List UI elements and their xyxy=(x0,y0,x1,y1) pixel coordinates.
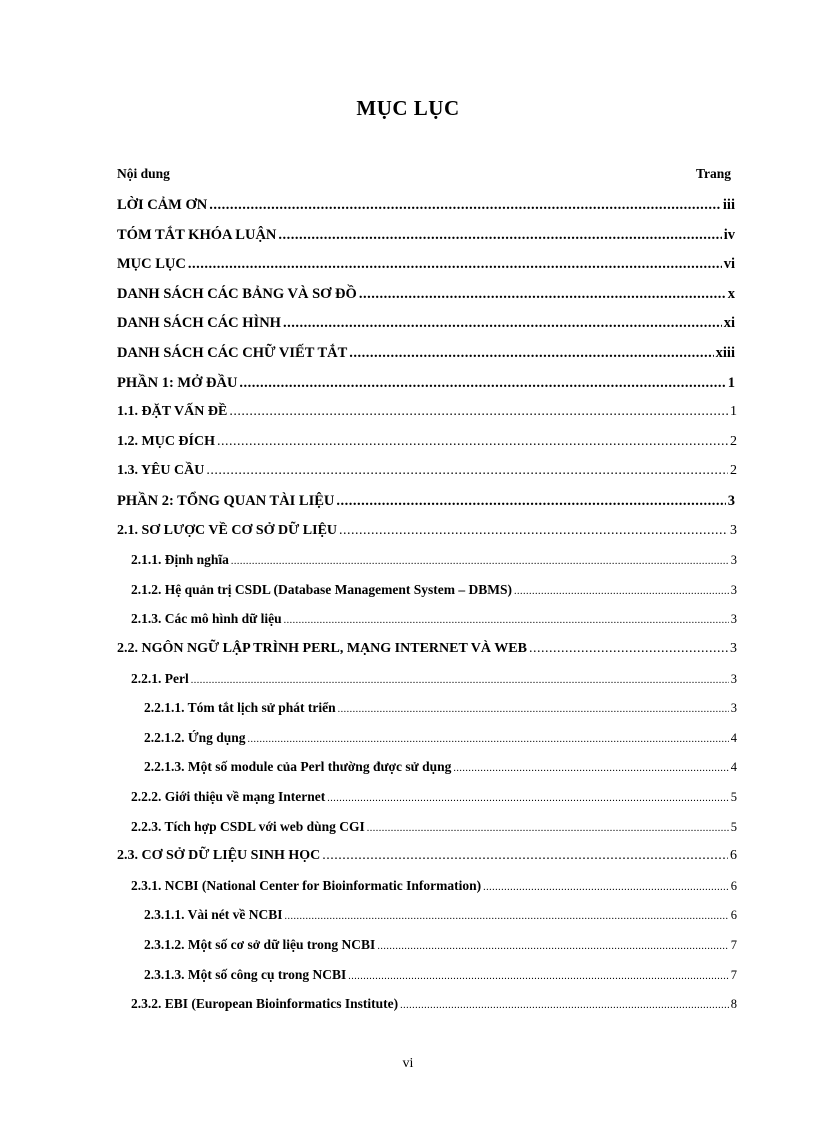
toc-entry-title: 1.1. ĐẶT VẤN ĐỀ xyxy=(117,404,228,419)
toc-entry-title: PHẦN 1: MỞ ĐẦU xyxy=(117,375,238,391)
toc-entry xyxy=(131,992,737,1016)
toc-entry-page: 3 xyxy=(730,612,737,626)
toc-entry-page: 5 xyxy=(730,820,737,834)
toc-entry-title: LỜI CẢM ƠN xyxy=(117,197,208,213)
toc-entry-page: xiii xyxy=(715,345,735,361)
toc-entry-page: 5 xyxy=(730,790,737,804)
toc-entry xyxy=(131,548,737,572)
toc-dot-leader xyxy=(336,489,725,513)
toc-entry xyxy=(117,400,737,424)
toc-dot-leader xyxy=(377,935,728,957)
toc-dot-leader xyxy=(285,905,729,927)
toc-entry-page: 3 xyxy=(727,493,735,509)
toc-entry-title: MỤC LỤC xyxy=(117,256,186,272)
toc-entry-page: 4 xyxy=(730,731,737,745)
toc-header-content-label: Nội dung xyxy=(117,166,170,181)
toc-entry xyxy=(117,193,735,217)
toc-dot-leader xyxy=(338,698,729,720)
toc-entry-page: 6 xyxy=(730,879,737,893)
toc-header-page-label: Trang xyxy=(695,166,731,181)
toc-entry xyxy=(144,903,737,927)
toc-entry xyxy=(117,252,735,276)
toc-entry xyxy=(144,755,737,779)
toc-dot-leader xyxy=(367,817,729,839)
toc-entry-page: 3 xyxy=(730,553,737,567)
toc-entry xyxy=(117,430,737,454)
toc-dot-leader xyxy=(327,787,729,809)
toc-entry-title: 2.3.1. NCBI (National Center for Bioinformatic Information) xyxy=(131,878,482,893)
toc-entry-title: 2.2.1.2. Ứng dụng xyxy=(144,730,246,745)
toc-entry-page: iii xyxy=(722,197,735,213)
toc-entry xyxy=(117,519,737,543)
toc-entry-title: 1.3. YÊU CẦU xyxy=(117,463,205,478)
toc-dot-leader xyxy=(188,252,722,276)
toc-dot-leader xyxy=(400,994,729,1016)
toc-entry-title: 2.3.2. EBI (European Bioinformatics Institute) xyxy=(131,996,399,1011)
toc-entry-page: 3 xyxy=(730,641,737,656)
toc-dot-leader xyxy=(278,223,721,247)
toc-entry-title: 2.3.1.2. Một số cơ sở dữ liệu trong NCBI xyxy=(144,937,376,952)
toc-entry-title: DANH SÁCH CÁC BẢNG VÀ SƠ ĐỒ xyxy=(117,286,357,302)
toc-dot-leader xyxy=(453,757,728,779)
toc-dot-leader xyxy=(239,371,725,395)
toc-entry xyxy=(144,963,737,987)
page-number: vi xyxy=(402,1056,414,1071)
toc-entry xyxy=(131,815,737,839)
toc-entry-title: 2.3.1.1. Vài nét về NCBI xyxy=(144,907,283,922)
toc-entry-title: 2.2.3. Tích hợp CSDL với web dùng CGI xyxy=(131,819,365,834)
toc-entry-title: DANH SÁCH CÁC CHỮ VIẾT TẮT xyxy=(117,345,348,361)
toc-entry-title: 2.2.1. Perl xyxy=(131,671,189,686)
toc-entry-title: 2.1. SƠ LƯỢC VỀ CƠ SỞ DỮ LIỆU xyxy=(117,523,338,538)
toc-entry-page: 4 xyxy=(730,760,737,774)
toc-entry-page: 6 xyxy=(730,908,737,922)
toc-entry-page: 2 xyxy=(730,434,737,449)
toc-entry-title: 2.3.1.3. Một số công cụ trong NCBI xyxy=(144,967,347,982)
toc-dot-leader xyxy=(529,637,728,661)
toc-entry xyxy=(131,607,737,631)
toc-entry xyxy=(131,667,737,691)
toc-dot-leader xyxy=(483,876,729,898)
toc-entry xyxy=(117,223,735,247)
toc-dot-leader xyxy=(348,965,729,987)
page-title: MỤC LỤC xyxy=(356,96,460,120)
toc-entry-title: 2.2.2. Giới thiệu về mạng Internet xyxy=(131,789,326,804)
toc-entry xyxy=(117,637,737,661)
toc-entry xyxy=(131,874,737,898)
toc-entry-title: 2.2.1.1. Tóm tắt lịch sử phát triển xyxy=(144,700,336,715)
toc-dot-leader xyxy=(322,844,728,868)
toc-entry xyxy=(144,726,737,750)
toc-dot-leader xyxy=(231,550,729,572)
toc-dot-leader xyxy=(206,459,728,483)
toc-entry xyxy=(144,933,737,957)
toc-dot-leader xyxy=(283,311,722,335)
toc-dot-leader xyxy=(359,282,726,306)
toc-entry-title: 1.2. MỤC ĐÍCH xyxy=(117,434,215,449)
toc-entry-page: 7 xyxy=(730,938,737,952)
toc-entry xyxy=(117,341,735,365)
toc-entry-page: vi xyxy=(723,256,735,272)
toc-entry-page: iv xyxy=(723,227,735,243)
toc-entry-title: 2.2. NGÔN NGỮ LẬP TRÌNH PERL, MẠNG INTERNET VÀ WEB xyxy=(117,641,527,656)
toc-entry xyxy=(117,371,735,395)
toc-entry-title: 2.3. CƠ SỞ DỮ LIỆU SINH HỌC xyxy=(117,848,321,863)
toc-entry-page: xi xyxy=(723,315,735,331)
toc-dot-leader xyxy=(349,341,713,365)
toc-entry xyxy=(117,459,737,483)
toc-entry xyxy=(117,282,735,306)
toc-entry-title: 2.1.2. Hệ quản trị CSDL (Database Management System – DBMS) xyxy=(131,582,512,597)
toc-entry-page: 1 xyxy=(730,404,737,419)
toc-dot-leader xyxy=(191,669,729,691)
toc-entry xyxy=(117,844,737,868)
toc-entry-page: 1 xyxy=(727,375,735,391)
toc-entry-title: 2.2.1.3. Một số module của Perl thường được sử dụng xyxy=(144,759,452,774)
toc-dot-leader xyxy=(284,609,729,631)
toc-entry xyxy=(131,578,737,602)
toc-entry-page: x xyxy=(727,286,735,302)
toc-entry-page: 8 xyxy=(730,997,737,1011)
toc-entry-page: 2 xyxy=(730,463,737,478)
toc-entry xyxy=(144,696,737,720)
toc-entry xyxy=(131,785,737,809)
toc-dot-leader xyxy=(217,430,728,454)
toc-entry xyxy=(117,489,735,513)
toc-dot-leader xyxy=(514,580,729,602)
toc-entry-title: 2.1.1. Định nghĩa xyxy=(131,552,229,567)
toc-entry-page: 6 xyxy=(730,848,737,863)
toc-entry xyxy=(117,311,735,335)
toc-entry-page: 3 xyxy=(730,523,737,538)
toc-dot-leader xyxy=(339,519,728,543)
toc-entry-title: PHẦN 2: TỔNG QUAN TÀI LIỆU xyxy=(117,493,335,509)
toc-entry-page: 3 xyxy=(730,672,737,686)
toc-entry-page: 3 xyxy=(730,583,737,597)
toc-entry-title: TÓM TẮT KHÓA LUẬN xyxy=(117,227,277,243)
toc-dot-leader xyxy=(229,400,728,424)
toc-entry-page: 7 xyxy=(730,968,737,982)
toc-entry-title: DANH SÁCH CÁC HÌNH xyxy=(117,315,281,331)
toc-entry-page: 3 xyxy=(730,701,737,715)
toc-dot-leader xyxy=(209,193,721,217)
toc-dot-leader xyxy=(248,728,729,750)
toc-entry-title: 2.1.3. Các mô hình dữ liệu xyxy=(131,611,282,626)
